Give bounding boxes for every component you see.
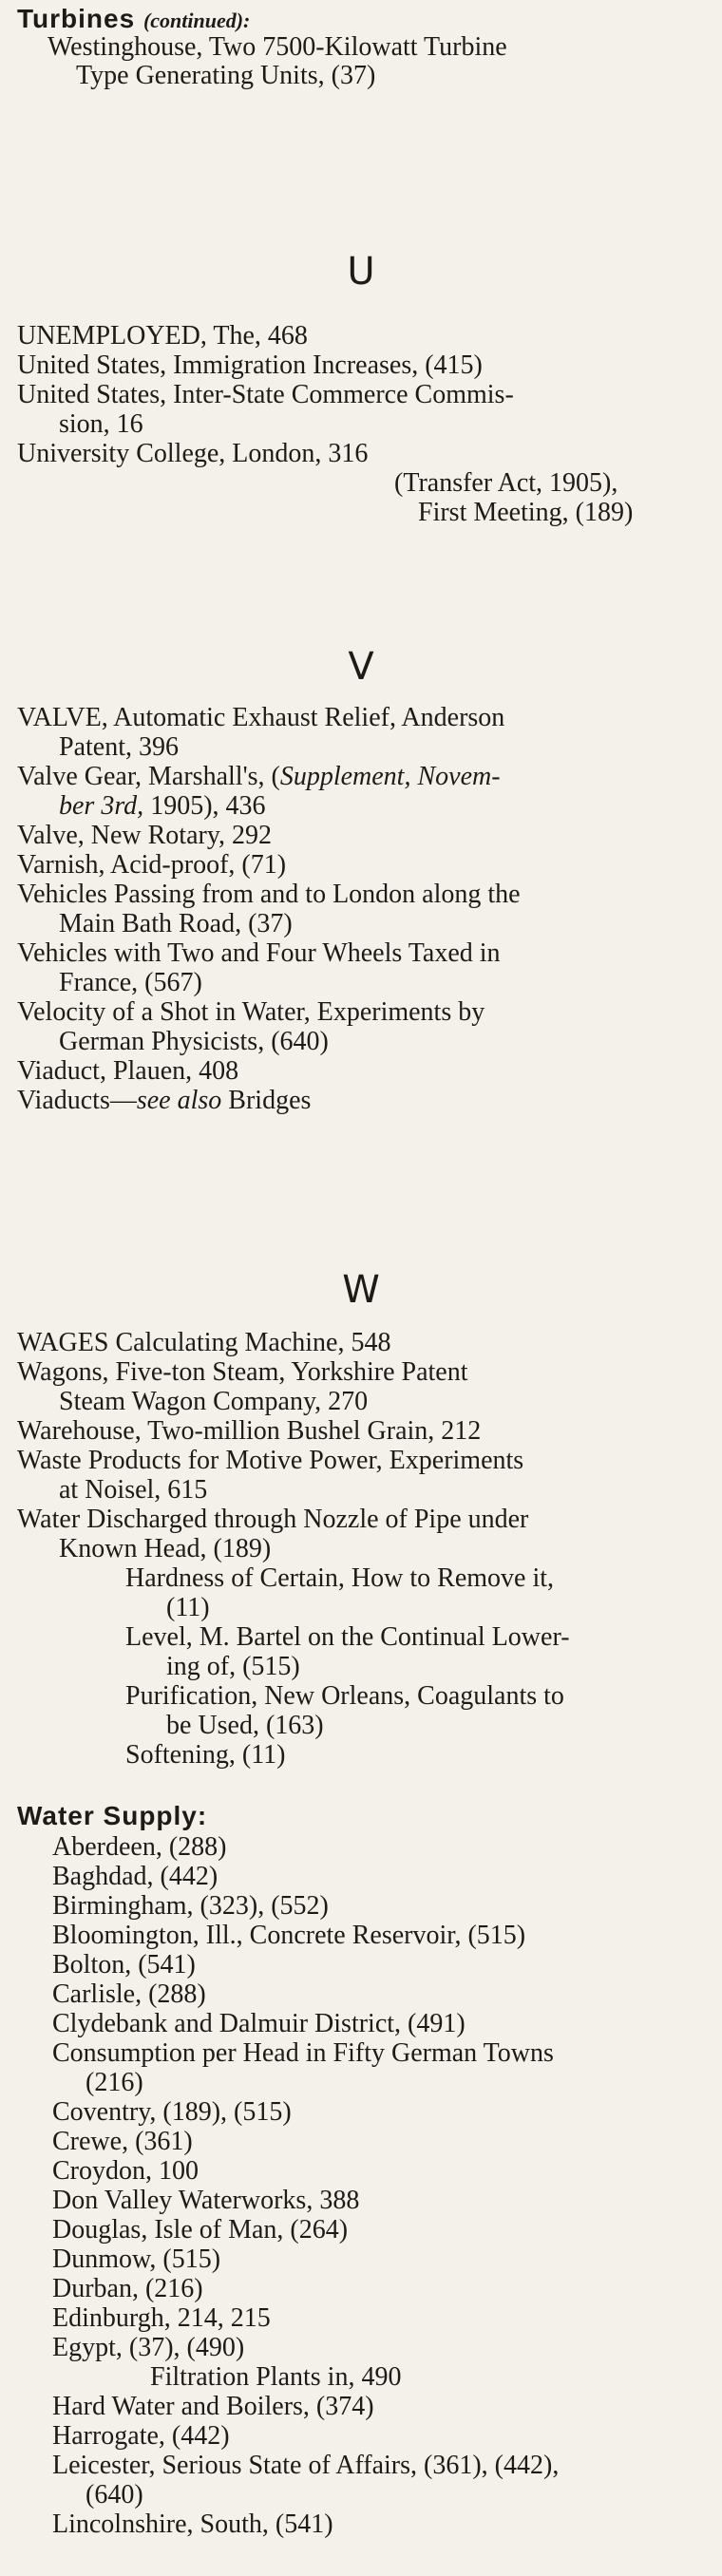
water-supply-item: Douglas, Isle of Man, (264)	[52, 2215, 349, 2245]
water-supply-subitem: Filtration Plants in, 490	[150, 2362, 402, 2392]
index-subentry-continuation: (11)	[166, 1593, 210, 1622]
water-supply-item: Don Valley Waterworks, 388	[52, 2186, 360, 2215]
index-entry: Viaduct, Plauen, 408	[17, 1056, 239, 1086]
index-entry: Valve, New Rotary, 292	[17, 821, 273, 850]
water-supply-item: Coventry, (189), (515)	[52, 2097, 292, 2127]
entry-italic-text: Supplement, Novem-	[279, 762, 501, 791]
index-entry-continuation: at Noisel, 615	[59, 1475, 208, 1505]
index-entry: United States, Immigration Increases, (415)	[17, 350, 483, 380]
water-supply-item-continuation: (640)	[86, 2480, 143, 2510]
index-entry: Vehicles with Two and Four Wheels Taxed in	[17, 938, 501, 968]
index-subentry: Purification, New Orleans, Coagulants to	[125, 1681, 564, 1711]
water-supply-item: Leicester, Serious State of Affairs, (361), (442),	[52, 2451, 560, 2480]
index-entry	[17, 762, 501, 791]
index-entry-continuation: Steam Wagon Company, 270	[59, 1387, 369, 1416]
water-supply-item-continuation: (216)	[86, 2068, 143, 2097]
turbines-entry-line1: Westinghouse, Two 7500-Kilowatt Turbine	[48, 32, 507, 62]
section-letter-v: V	[348, 645, 374, 689]
entry-text: Viaducts—	[17, 1086, 137, 1115]
index-entry: WAGES Calculating Machine, 548	[17, 1328, 391, 1357]
section-letter-u: U	[347, 250, 375, 294]
water-supply-item: Aberdeen, (288)	[52, 1832, 227, 1862]
entry-italic-text: see also	[136, 1086, 222, 1115]
water-supply-item: Bolton, (541)	[52, 1950, 196, 1979]
index-entry	[17, 1086, 311, 1115]
water-supply-item: Lincolnshire, South, (541)	[52, 2510, 333, 2539]
index-entry: UNEMPLOYED, The, 468	[17, 321, 308, 350]
index-subentry-continuation: be Used, (163)	[166, 1711, 324, 1740]
index-entry-continuation: German Physicists, (640)	[59, 1027, 329, 1056]
entry-text: Valve Gear, Marshall's, (	[17, 762, 280, 791]
water-supply-item: Hard Water and Boilers, (374)	[52, 2392, 374, 2421]
entry-text: 1905), 436	[143, 791, 266, 821]
water-supply-item: Baghdad, (442)	[52, 1862, 218, 1891]
index-entry-continuation: France, (567)	[59, 968, 202, 997]
index-subentry: Softening, (11)	[125, 1740, 286, 1770]
water-supply-item: Birmingham, (323), (552)	[52, 1891, 329, 1921]
index-entry-continuation: sion, 16	[59, 409, 143, 439]
index-entry: VALVE, Automatic Exhaust Relief, Anderson	[17, 703, 505, 732]
water-supply-item: Edinburgh, 214, 215	[52, 2303, 271, 2333]
water-supply-item: Egypt, (37), (490)	[52, 2333, 245, 2362]
index-subentry: First Meeting, (189)	[418, 498, 634, 527]
index-entry: Vehicles Passing from and to London along the	[17, 880, 521, 909]
index-entry-continuation: Main Bath Road, (37)	[59, 909, 293, 938]
water-supply-heading: Water Supply:	[17, 1801, 208, 1830]
index-entry: Water Discharged through Nozzle of Pipe under	[17, 1505, 529, 1534]
turbines-heading	[17, 4, 250, 35]
index-subentry: (Transfer Act, 1905),	[394, 468, 618, 498]
index-entry: Waste Products for Motive Power, Experiments	[17, 1446, 524, 1475]
index-subentry: Level, M. Bartel on the Continual Lower-	[125, 1622, 570, 1652]
index-entry: University College, London, 316	[17, 439, 369, 468]
water-supply-item: Bloomington, Ill., Concrete Reservoir, (515)	[52, 1921, 526, 1950]
index-entry: Varnish, Acid-proof, (71)	[17, 850, 287, 880]
turbines-title: Turbines	[17, 4, 136, 33]
water-supply-item: Harrogate, (442)	[52, 2421, 230, 2451]
water-supply-item: Consumption per Head in Fifty German Towns	[52, 2038, 554, 2068]
water-supply-item: Dunmow, (515)	[52, 2245, 221, 2274]
water-supply-item: Durban, (216)	[52, 2274, 203, 2303]
index-subentry: Hardness of Certain, How to Remove it,	[125, 1563, 555, 1593]
index-entry: Warehouse, Two-million Bushel Grain, 212	[17, 1416, 482, 1446]
index-entry-continuation: Patent, 396	[59, 732, 179, 762]
continued-label: (continued):	[142, 9, 251, 32]
water-supply-item: Croydon, 100	[52, 2156, 199, 2186]
water-supply-item: Crewe, (361)	[52, 2127, 193, 2156]
index-entry: United States, Inter-State Commerce Commis-	[17, 380, 514, 409]
entry-italic-text: ber 3rd,	[59, 791, 144, 821]
index-entry-continuation: Known Head, (189)	[59, 1534, 272, 1563]
index-entry: Wagons, Five-ton Steam, Yorkshire Patent	[17, 1357, 468, 1387]
entry-text: Bridges	[221, 1086, 312, 1115]
section-letter-w: W	[342, 1268, 380, 1312]
water-supply-item: Clydebank and Dalmuir District, (491)	[52, 2009, 466, 2038]
index-entry-continuation	[59, 791, 266, 821]
turbines-entry-line2: Type Generating Units, (37)	[76, 61, 376, 90]
index-entry: Velocity of a Shot in Water, Experiments by	[17, 997, 485, 1027]
index-subentry-continuation: ing of, (515)	[166, 1652, 300, 1681]
water-supply-item: Carlisle, (288)	[52, 1979, 206, 2009]
